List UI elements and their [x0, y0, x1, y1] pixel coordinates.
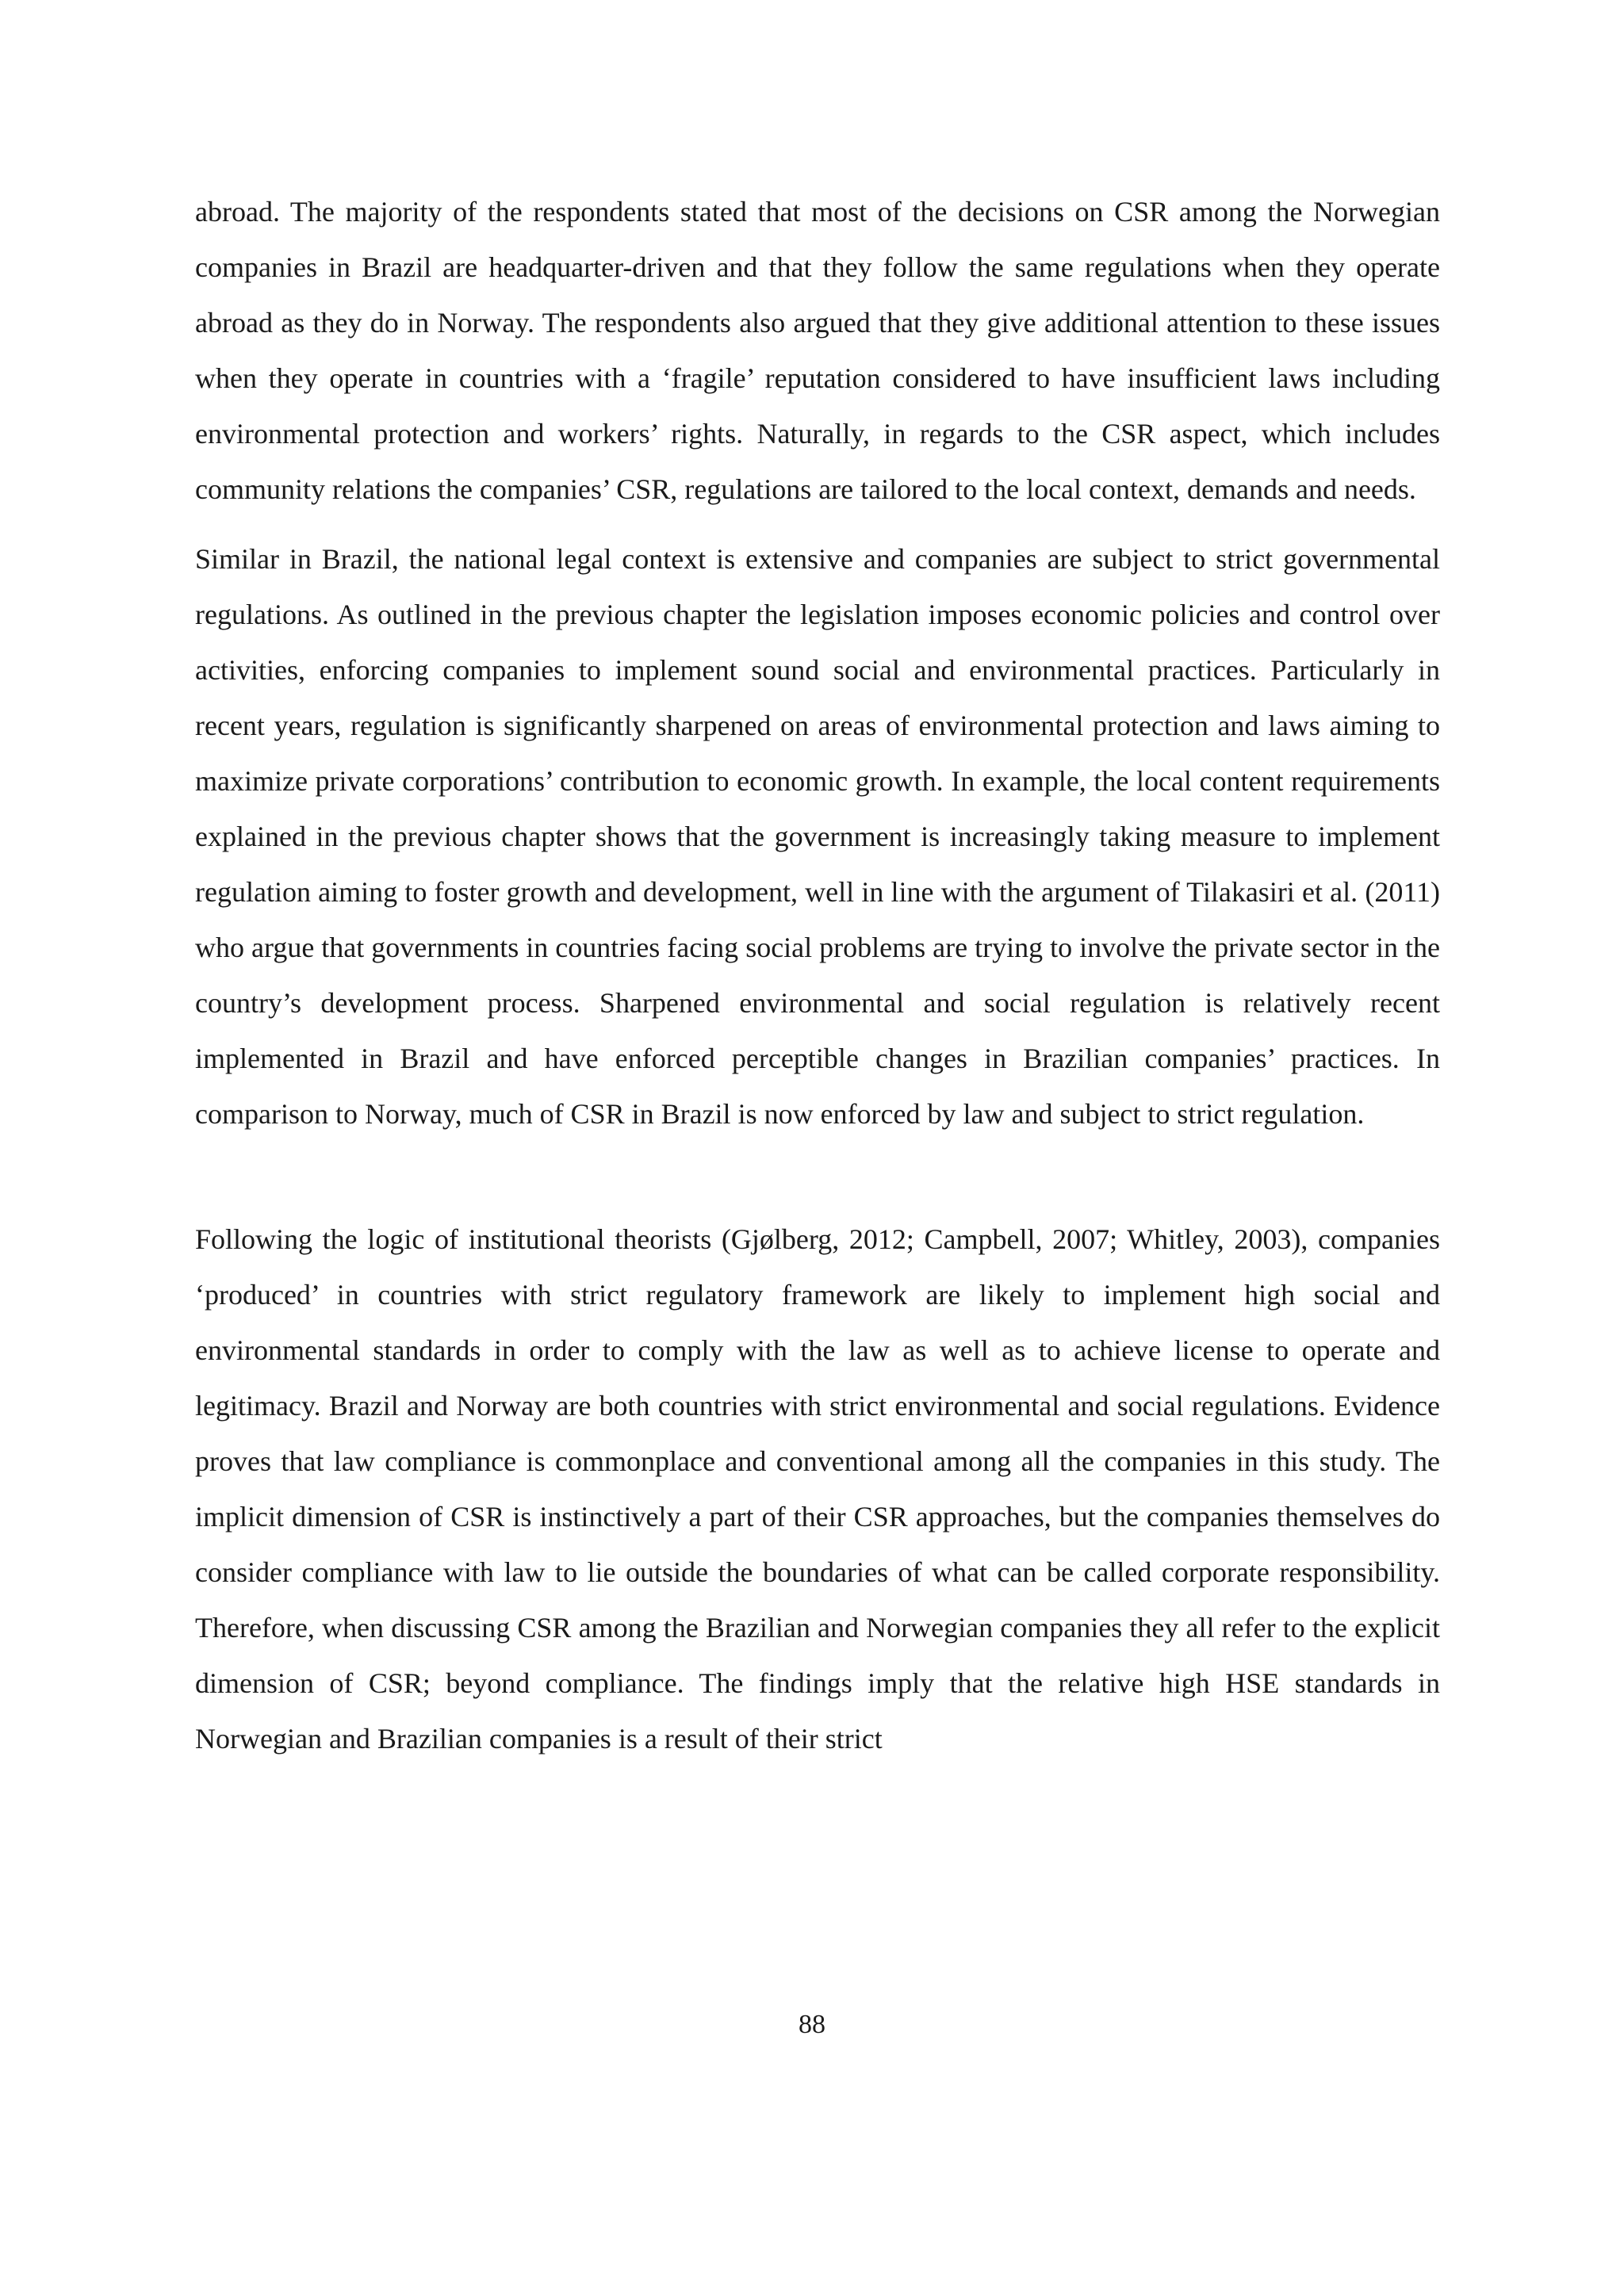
- paragraph-1: abroad. The majority of the respondents stated that most of the decisions on CSR among the Norwegian companies in Brazil are headquarter-driven and that they follow the same regulations when they operate abroad as they do in Norway. The respondents also argued that they give additional attention to these issues when they operate in countries with a ‘fragile’ reputation considered to have insufficient laws including environmental protection and workers’ rights. Naturally, in regards to the CSR aspect, which includes community relations the companies’ CSR, regulations are tailored to the local context, demands and needs.: [195, 196, 1440, 505]
- page-number: 88: [799, 2010, 825, 2039]
- body-text: [195, 184, 1440, 1766]
- paragraph-3: Following the logic of institutional theorists (Gjølberg, 2012; Campbell, 2007; Whitley, 2003), companies ‘produced’ in countries with strict regulatory framework are likely to implement high social and environmental standards in order to comply with the law as well as to achieve license to operate and legitimacy. Brazil and Norway are both countries with strict environmental and social regulations. Evidence proves that law compliance is commonplace and conventional among all the companies in this study. The implicit dimension of CSR is instinctively a part of their CSR approaches, but the companies themselves do consider compliance with law to lie outside the boundaries of what can be called corporate responsibility. Therefore, when discussing CSR among the Brazilian and Norwegian companies they all refer to the explicit dimension of CSR; beyond compliance. The findings imply that the relative high HSE standards in Norwegian and Brazilian companies is a result of their strict: [195, 1223, 1440, 1755]
- paragraph-2: Similar in Brazil, the national legal context is extensive and companies are subject to strict governmental regulations. As outlined in the previous chapter the legislation imposes economic policies and control over activities, enforcing companies to implement sound social and environmental practices. Particularly in recent years, regulation is significantly sharpened on areas of environmental protection and laws aiming to maximize private corporations’ contribution to economic growth. In example, the local content requirements explained in the previous chapter shows that the government is increasingly taking measure to implement regulation aiming to foster growth and development, well in line with the argument of Tilakasiri et al. (2011) who argue that governments in countries facing social problems are trying to involve the private sector in the country’s development process. Sharpened environmental and social regulation is relatively recent implemented in Brazil and have enforced perceptible changes in Brazilian companies’ practices. In comparison to Norway, much of CSR in Brazil is now enforced by law and subject to strict regulation.: [195, 543, 1440, 1130]
